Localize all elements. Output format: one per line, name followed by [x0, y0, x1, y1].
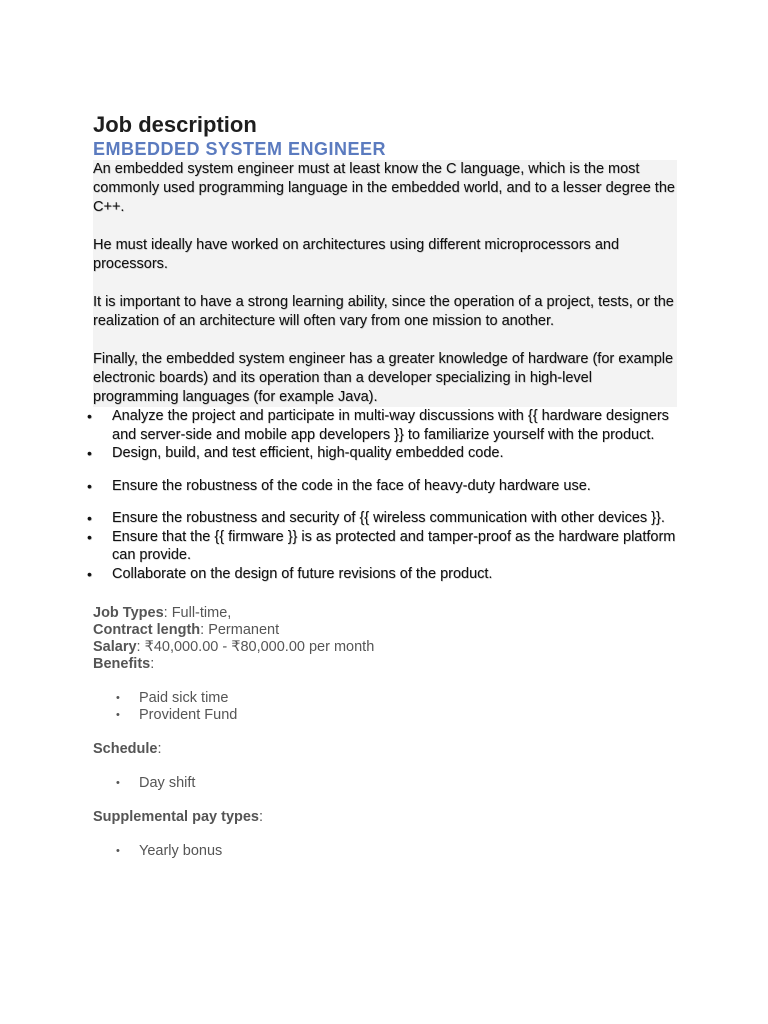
salary-label: Salary — [93, 639, 137, 655]
bullet-icon: • — [116, 777, 120, 789]
bullet-icon: • — [87, 565, 92, 582]
benefit-text: Provident Fund — [139, 707, 238, 723]
intro-paragraph: Finally, the embedded system engineer has a greater knowledge of hardware (for example electronic boards) and its operation than a developer specializing in high-level programming languages (for example Java). — [93, 351, 674, 405]
schedule-colon: : — [157, 741, 162, 757]
list-item-text: Design, build, and test efficient, high-quality embedded code. — [112, 445, 504, 461]
list-item — [93, 690, 683, 707]
intro-paragraph: He must ideally have worked on architectures using different microprocessors and processors. — [93, 237, 620, 272]
responsibilities-list — [87, 407, 683, 583]
list-item-text: Analyze the project and participate in multi-way discussions with {{ hardware designers and server-side and mobile app developers }} to familiarize yourself with the product. — [112, 408, 669, 443]
schedule-list — [93, 775, 683, 792]
supplemental-pay-text: Yearly bonus — [139, 843, 223, 859]
list-item — [87, 528, 683, 565]
contract-length-label: Contract length — [93, 622, 201, 638]
benefits-label: Benefits — [93, 656, 151, 672]
bullet-icon: • — [87, 445, 92, 461]
list-item — [87, 407, 683, 444]
job-types-value: : Full-time, — [163, 605, 232, 621]
list-item — [87, 477, 683, 496]
intro-paragraph: It is important to have a strong learning ability, since the operation of a project, tests, or the realization of an architecture will often vary from one mission to another. — [93, 294, 674, 329]
list-item — [93, 707, 683, 724]
benefits-colon: : — [150, 656, 155, 672]
benefits-list — [93, 690, 683, 724]
job-types-row — [93, 605, 683, 622]
salary-value: : ₹40,000.00 - ₹80,000.00 per month — [136, 639, 375, 655]
list-item-text: Collaborate on the design of future revisions of the product. — [112, 565, 493, 582]
supplemental-pay-label: Supplemental pay types — [93, 809, 259, 825]
schedule-label: Schedule — [93, 741, 158, 757]
job-details — [93, 605, 683, 860]
list-item-text: Ensure that the {{ firmware }} is as protected and tamper-proof as the hardware platform can provide. — [112, 528, 676, 563]
list-item — [87, 444, 683, 463]
contract-length-value: : Permanent — [200, 622, 280, 638]
list-item — [93, 843, 683, 860]
bullet-icon: • — [116, 709, 120, 721]
bullet-icon: • — [87, 510, 92, 526]
list-item-text: Ensure the robustness and security of {{ wireless communication with other devices }}. — [112, 510, 665, 526]
job-types-label: Job Types — [93, 605, 164, 621]
document-page — [87, 112, 683, 860]
list-item — [93, 775, 683, 792]
bullet-icon: • — [87, 477, 92, 494]
supplemental-pay-list — [93, 843, 683, 860]
bullet-icon: • — [87, 528, 92, 545]
supplemental-pay-colon: : — [259, 809, 264, 825]
page-title: Job description — [93, 112, 257, 137]
list-item — [87, 565, 683, 584]
list-item-text: Ensure the robustness of the code in the face of heavy-duty hardware use. — [112, 477, 591, 494]
contract-length-row — [93, 622, 683, 639]
bullet-icon: • — [116, 692, 120, 704]
list-item — [87, 509, 683, 528]
bullet-icon: • — [116, 845, 120, 857]
intro-paragraph: An embedded system engineer must at least know the C language, which is the most commonly used programming language in the embedded world, and to a lesser degree the C++. — [93, 161, 675, 215]
benefit-text: Paid sick time — [139, 690, 229, 706]
intro-block — [93, 160, 677, 407]
schedule-text: Day shift — [139, 775, 196, 791]
benefits-heading — [93, 656, 683, 673]
salary-row — [93, 639, 683, 656]
schedule-heading — [93, 741, 683, 758]
supplemental-pay-heading — [93, 809, 683, 826]
job-title-heading: EMBEDDED SYSTEM ENGINEER — [93, 139, 387, 159]
bullet-icon: • — [87, 408, 92, 424]
